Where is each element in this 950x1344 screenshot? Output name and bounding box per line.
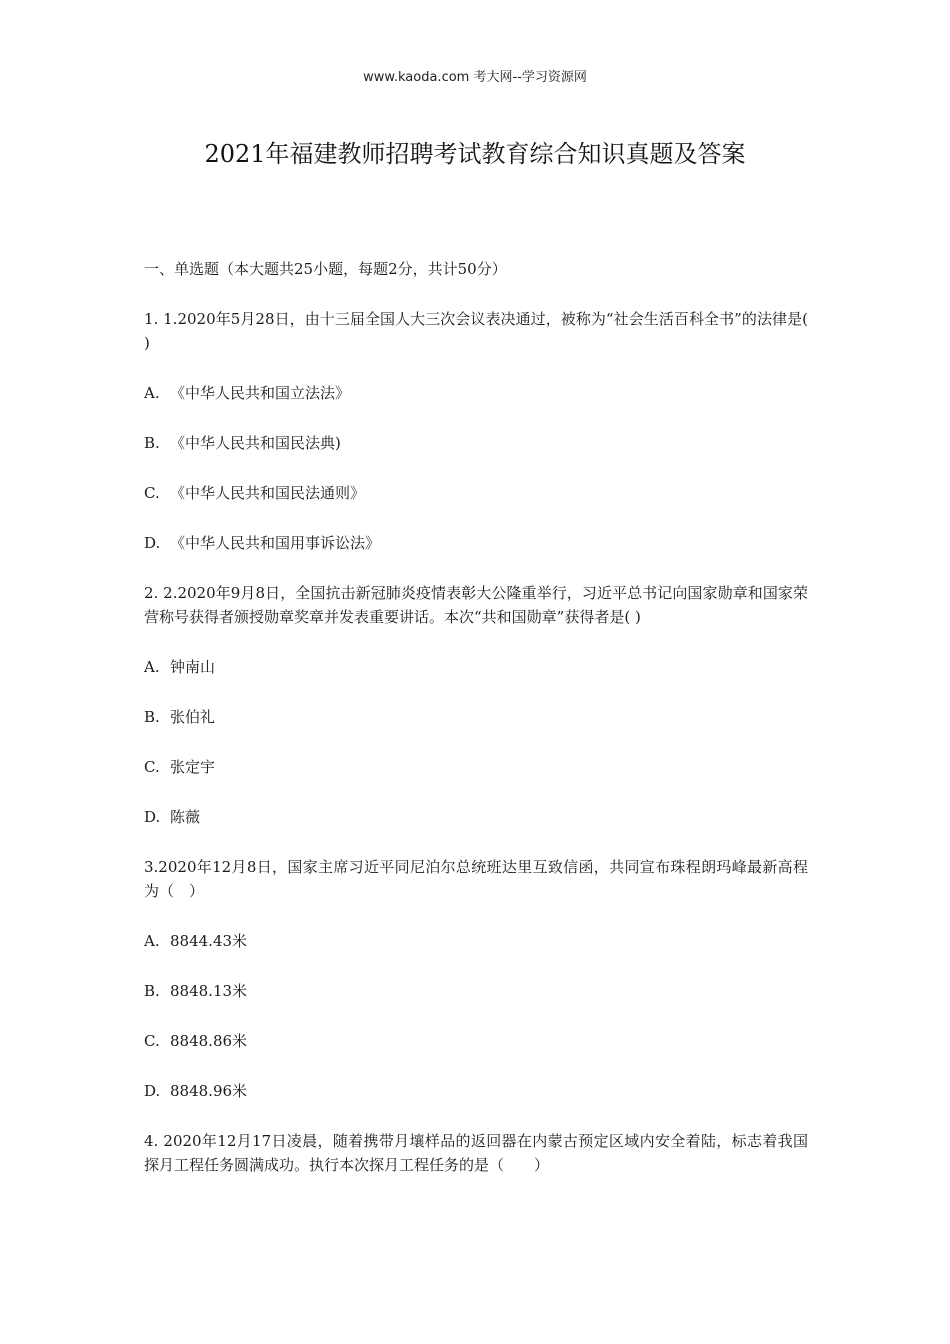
option-letter: B.: [144, 982, 160, 1000]
question-1-option-b: [144, 431, 808, 455]
option-letter: C.: [144, 758, 160, 776]
option-letter: B.: [144, 708, 160, 726]
option-text: 8848.96米: [170, 1082, 248, 1100]
question-2-option-a: [144, 655, 808, 679]
option-text: 《中华人民共和国立法法》: [170, 384, 351, 402]
question-3-stem: 3.2020年12月8日，国家主席习近平同尼泊尔总统班达里互致信函，共同宣布珠程朗玛峰最新高程为（ ）: [144, 858, 808, 900]
question-2-stem: 2. 2.2020年9月8日，全国抗击新冠肺炎疫情表彰大公隆重举行，习近平总书记向国家勋章和国家荣营称号获得者颁授勋章奖章并发表重要讲话。本次“共和国勋章”获得者是( ): [144, 584, 808, 626]
question-2-option-d: [144, 805, 808, 829]
option-text: 《中华人民共和国用事诉讼法》: [170, 534, 381, 552]
question-1-option-c: [144, 481, 808, 505]
option-letter: D.: [144, 1082, 161, 1100]
option-letter: C.: [144, 1032, 160, 1050]
question-4-stem: 4. 2020年12月17日凌晨，随着携带月壤样品的返回器在内蒙古预定区域内安全着陆，标志着我国探月工程任务圆满成功。执行本次探月工程任务的是（ ）: [144, 1132, 808, 1174]
question-1-option-d: [144, 531, 808, 555]
page-header: www.kaoda.com 考大网--学习资源网: [363, 70, 587, 85]
question-1-option-a: [144, 381, 808, 405]
option-text: 陈薇: [170, 808, 201, 826]
option-letter: C.: [144, 484, 160, 502]
option-letter: A.: [144, 932, 160, 950]
option-text: 8848.13米: [170, 982, 248, 1000]
question-3-option-a: [144, 929, 808, 953]
option-text: 张伯礼: [170, 708, 216, 726]
document-body: [144, 257, 808, 1203]
option-text: 张定宇: [170, 758, 216, 776]
option-text: 8844.43米: [170, 932, 248, 950]
option-text: 《中华人民共和国民法典): [170, 434, 341, 452]
question-1-stem: 1. 1.2020年5月28日，由十三届全国人大三次会议表决通过，被称为“社会生活百科全书”的法律是( ): [144, 310, 808, 352]
option-letter: D.: [144, 534, 161, 552]
question-3-option-c: [144, 1029, 808, 1053]
option-letter: A.: [144, 384, 160, 402]
section-heading: 一、单选题（本大题共25小题，每题2分，共计50分）: [144, 260, 507, 278]
option-letter: A.: [144, 658, 160, 676]
question-3-option-b: [144, 979, 808, 1003]
question-2-option-b: [144, 705, 808, 729]
document-title: 2021年福建教师招聘考试教育综合知识真题及答案: [204, 140, 746, 168]
question-3-option-d: [144, 1079, 808, 1103]
option-text: 8848.86米: [170, 1032, 248, 1050]
option-text: 钟南山: [170, 658, 216, 676]
question-2-option-c: [144, 755, 808, 779]
option-text: 《中华人民共和国民法通则》: [170, 484, 366, 502]
option-letter: D.: [144, 808, 161, 826]
option-letter: B.: [144, 434, 160, 452]
